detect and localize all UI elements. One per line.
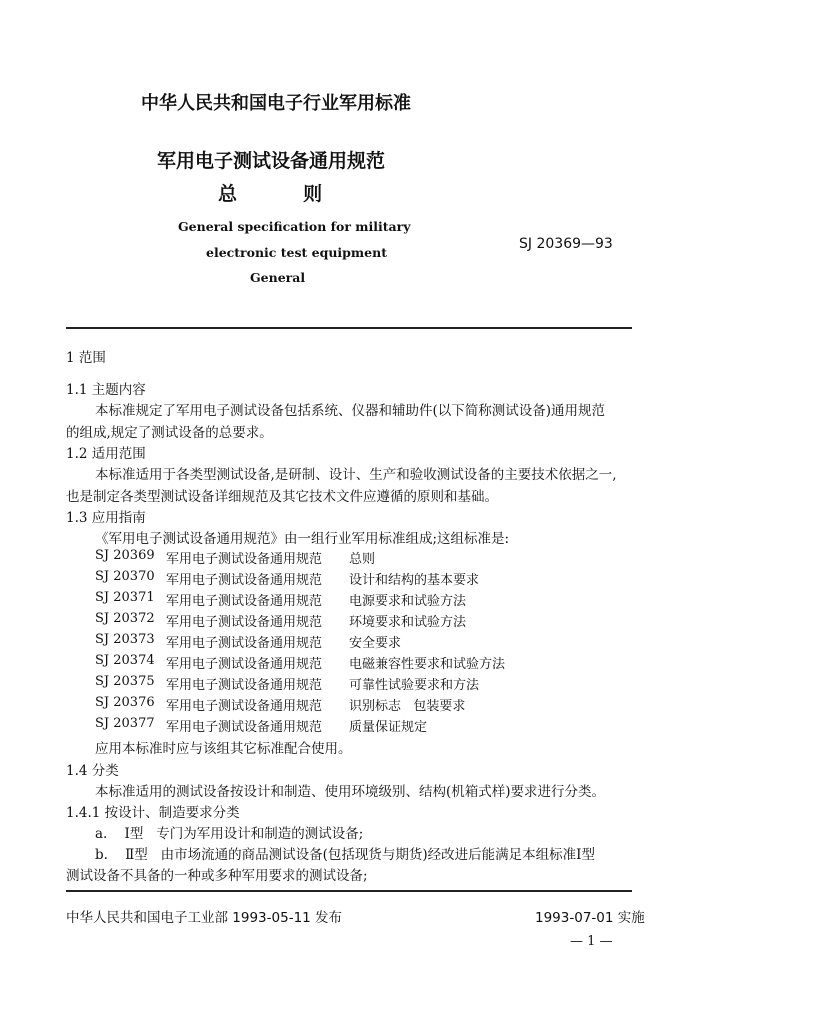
section-1-4-1-heading: 1.4.1 按设计、制造要求分类 xyxy=(66,805,240,821)
section-1-2-text-1: 本标准适用于各类型测试设备,是研制、设计、生产和验收测试设备的主要技术依据之一, xyxy=(95,467,617,483)
section-1-2-text-2: 也是制定各类型测试设备详细规范及其它技术文件应遵循的原则和基础。 xyxy=(66,489,498,505)
standard-part: 安全要求 xyxy=(349,636,402,651)
item-b-line-2: 测试设备不具备的一种或多种军用要求的测试设备; xyxy=(66,868,368,884)
item-b-line-1: b. Ⅱ型 由市场流通的商品测试设备(包括现货与期货)经改进后能满足本组标准Ⅰ型 xyxy=(95,847,596,863)
section-1-1-text-2: 的组成,规定了测试设备的总要求。 xyxy=(66,425,273,441)
section-1-4-heading: 1.4 分类 xyxy=(66,763,119,779)
standard-number: SJ 20369—93 xyxy=(519,236,613,252)
section-1-1-text-1: 本标准规定了军用电子测试设备包括系统、仪器和辅助件(以下简称测试设备)通用规范 xyxy=(95,403,606,419)
section-1-3-outro: 应用本标准时应与该组其它标准配合使用。 xyxy=(95,741,352,757)
standard-code: SJ 20373 xyxy=(95,632,155,647)
standard-title: 军用电子测试设备通用规范 xyxy=(166,678,323,693)
standard-part: 质量保证规定 xyxy=(349,720,428,735)
standard-part: 电磁兼容性要求和试验方法 xyxy=(349,657,506,672)
standard-title: 军用电子测试设备通用规范 xyxy=(166,657,323,672)
standard-title: 军用电子测试设备通用规范 xyxy=(166,720,323,735)
standard-code: SJ 20374 xyxy=(95,653,155,668)
standard-title: 军用电子测试设备通用规范 xyxy=(166,573,323,588)
standard-code: SJ 20370 xyxy=(95,569,155,584)
standard-title: 军用电子测试设备通用规范 xyxy=(166,594,323,609)
section-1-4-text: 本标准适用的测试设备按设计和制造、使用环境级别、结构(机箱式样)要求进行分类。 xyxy=(95,784,606,800)
footer-divider xyxy=(66,890,632,892)
header-divider xyxy=(66,327,632,329)
standard-title: 军用电子测试设备通用规范 xyxy=(166,615,323,630)
section-1-heading: 1 范围 xyxy=(66,350,106,366)
section-1-3-heading: 1.3 应用指南 xyxy=(66,510,146,526)
standard-code: SJ 20369 xyxy=(95,548,155,563)
doc-subtitle: 总 则 xyxy=(218,183,323,205)
standard-title: 军用电子测试设备通用规范 xyxy=(166,636,323,651)
standard-part: 电源要求和试验方法 xyxy=(349,594,467,609)
issuer-line: 中华人民共和国电子工业部 1993-05-11 发布 xyxy=(66,910,343,926)
page-number: — 1 — xyxy=(570,934,613,949)
standard-part: 可靠性试验要求和方法 xyxy=(349,678,480,693)
standard-part: 总则 xyxy=(349,552,376,567)
item-a: a. Ⅰ型 专门为军用设计和制造的测试设备; xyxy=(95,826,364,842)
english-title-line-3: General xyxy=(250,270,306,285)
standard-part: 环境要求和试验方法 xyxy=(349,615,467,630)
doc-title: 军用电子测试设备通用规范 xyxy=(157,150,386,172)
english-title-line-1: General specification for military xyxy=(178,219,411,234)
standard-code: SJ 20376 xyxy=(95,695,155,710)
standard-title: 军用电子测试设备通用规范 xyxy=(166,552,323,567)
standard-code: SJ 20371 xyxy=(95,590,155,605)
org-title: 中华人民共和国电子行业军用标准 xyxy=(141,93,411,114)
section-1-2-heading: 1.2 适用范围 xyxy=(66,446,146,462)
effective-date: 1993-07-01 实施 xyxy=(535,910,645,926)
standard-part: 识别标志 包装要求 xyxy=(349,699,466,714)
standard-code: SJ 20377 xyxy=(95,716,155,731)
section-1-3-intro: 《军用电子测试设备通用规范》由一组行业军用标准组成;这组标准是: xyxy=(95,531,510,547)
english-title-line-2: electronic test equipment xyxy=(206,245,387,260)
standard-code: SJ 20375 xyxy=(95,674,155,689)
standard-part: 设计和结构的基本要求 xyxy=(349,573,480,588)
standard-code: SJ 20372 xyxy=(95,611,155,626)
section-1-1-heading: 1.1 主题内容 xyxy=(66,382,146,398)
standard-title: 军用电子测试设备通用规范 xyxy=(166,699,323,714)
